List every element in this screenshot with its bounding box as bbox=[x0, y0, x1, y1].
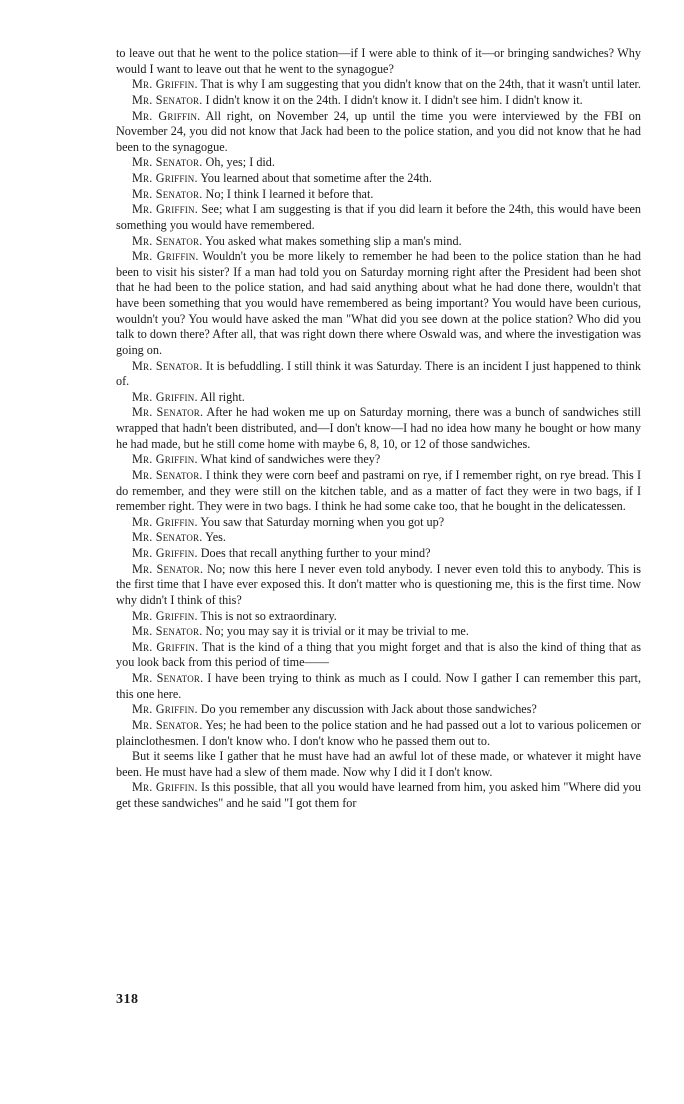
paragraph-text: Does that recall anything further to your mind? bbox=[200, 546, 431, 560]
paragraph-text: No; now this here I never even told anybody. I never even told this to anybody. This is the first time that I have ever exposed this. It don't matter who is questioning me, this is the first time. Now why didn't I think of this? bbox=[116, 561, 641, 607]
paragraph-text: I didn't know it on the 24th. I didn't know it. I didn't see him. I didn't know it. bbox=[205, 92, 583, 107]
paragraph-text: No; I think I learned it before that. bbox=[205, 186, 374, 201]
paragraph-text: Yes. bbox=[205, 530, 226, 545]
paragraph-text: No; you may say it is trivial or it may be trivial to me. bbox=[205, 624, 469, 639]
speaker-label: Mr. Senator. bbox=[132, 186, 203, 201]
speaker-label: Mr. Griffin. bbox=[132, 702, 198, 717]
paragraph-text: Oh, yes; I did. bbox=[205, 155, 275, 170]
paragraph-text: I have been trying to think as much as I could. Now I gather I can remember this part, this one here. bbox=[116, 671, 641, 701]
paragraph-text: All right. bbox=[200, 389, 245, 404]
paragraph bbox=[116, 780, 641, 811]
paragraph-text: It is befuddling. I still think it was Saturday. There is an incident I just happened to think of. bbox=[116, 358, 642, 389]
speaker-label: Mr. Senator. bbox=[132, 624, 203, 639]
speaker-label: Mr. Senator. bbox=[132, 155, 203, 170]
speaker-label: Mr. Senator. bbox=[132, 530, 203, 545]
paragraph bbox=[116, 609, 641, 625]
paragraph bbox=[116, 718, 641, 749]
paragraph bbox=[116, 546, 641, 562]
speaker-label: Mr. Griffin. bbox=[132, 608, 198, 623]
paragraph-text: All right, on November 24, up until the time you were interviewed by the FBI on November 24, you did not know that Jack had been to the police station, and you did not know that he had been to the synagogue. bbox=[116, 108, 641, 154]
paragraph bbox=[116, 155, 641, 171]
paragraph bbox=[116, 171, 641, 187]
speaker-label: Mr. Griffin. bbox=[132, 108, 201, 123]
paragraph-text: You saw that Saturday morning when you got up? bbox=[200, 514, 445, 529]
paragraph bbox=[116, 640, 641, 671]
speaker-label: Mr. Senator. bbox=[132, 671, 204, 685]
speaker-label: Mr. Griffin. bbox=[132, 780, 198, 795]
paragraph bbox=[116, 515, 641, 531]
paragraph bbox=[116, 187, 641, 203]
speaker-label: Mr. Senator. bbox=[132, 405, 204, 420]
speaker-label: Mr. Griffin. bbox=[132, 249, 199, 264]
paragraph-text: You learned about that sometime after the 24th. bbox=[200, 171, 432, 185]
speaker-label: Mr. Griffin. bbox=[132, 171, 198, 185]
paragraph bbox=[116, 77, 641, 93]
paragraph-text: to leave out that he went to the police station—if I were able to think of it—or bringing sandwiches? Why would I want to leave out that he went to the synagogue? bbox=[116, 46, 641, 76]
speaker-label: Mr. Griffin. bbox=[132, 546, 198, 560]
speaker-label: Mr. Senator. bbox=[132, 717, 203, 732]
paragraph bbox=[116, 468, 641, 515]
testimony-text bbox=[116, 46, 641, 812]
paragraph-text: I think they were corn beef and pastrami on rye, if I remember right, on rye bread. This I do remember, and they were still on the kitchen table, and as a matter of fact they were in two bags, if I remember right. They were in two bags. I think he had some cake too, that he bought in the delicatessen. bbox=[116, 467, 642, 514]
speaker-label: Mr. Griffin. bbox=[132, 202, 198, 217]
paragraph bbox=[116, 249, 641, 358]
speaker-label: Mr. Senator. bbox=[132, 467, 203, 482]
paragraph bbox=[116, 671, 641, 702]
paragraph-text: This is not so extraordinary. bbox=[200, 608, 337, 623]
paragraph-text: But it seems like I gather that he must have had an awful lot of these made, or whatever it might have been. He must have had a slew of them made. Now why I did it I don't know. bbox=[116, 749, 641, 779]
speaker-label: Mr. Senator. bbox=[132, 233, 203, 248]
paragraph bbox=[116, 93, 641, 109]
paragraph-text: See; what I am suggesting is that if you did learn it before the 24th, this would have been something you would have remembered. bbox=[116, 202, 641, 232]
paragraph-text: That is why I am suggesting that you didn't know that on the 24th, that it wasn't until later. bbox=[200, 77, 641, 92]
paragraph bbox=[116, 390, 641, 406]
speaker-label: Mr. Senator. bbox=[132, 561, 204, 576]
paragraph-text: Wouldn't you be more likely to remember he had been to the police station than he had been to visit his sister? If a man had told you on Saturday morning right after the President had been shot that he had been to the police station, and had said anything about what he had done there, wouldn't that have been something that you would have remembered as being important? You would have been curious, wouldn't you? You would have asked the man "What did you see down at the police station? Who did you talk to down there? After all, that was right down there where Oswald was, and where the investigation was going on. bbox=[116, 249, 641, 357]
speaker-label: Mr. Griffin. bbox=[132, 514, 198, 529]
paragraph bbox=[116, 234, 641, 250]
speaker-label: Mr. Griffin. bbox=[132, 639, 199, 654]
paragraph bbox=[116, 405, 641, 452]
paragraph bbox=[116, 46, 641, 77]
speaker-label: Mr. Griffin. bbox=[132, 452, 198, 467]
paragraph-text: That is the kind of a thing that you might forget and that is also the kind of thing that as you look back from this period of time—— bbox=[116, 639, 641, 670]
paragraph-text: What kind of sandwiches were they? bbox=[200, 452, 381, 467]
paragraph bbox=[116, 749, 641, 780]
paragraph-text: Is this possible, that all you would have learned from him, you asked him "Where did you get these sandwiches" and he said "I got them for bbox=[116, 780, 641, 810]
paragraph-text: Do you remember any discussion with Jack about those sandwiches? bbox=[200, 702, 537, 717]
paragraph bbox=[116, 530, 641, 546]
speaker-label: Mr. Griffin. bbox=[132, 389, 198, 404]
page-number: 318 bbox=[116, 992, 139, 1007]
paragraph bbox=[116, 624, 641, 640]
paragraph-text: Yes; he had been to the police station and he had passed out a lot to various policemen or plainclothesmen. I don't know who. I don't know who he passed them out to. bbox=[116, 717, 641, 748]
paragraph-text: After he had woken me up on Saturday morning, there was a bunch of sandwiches still wrapped that hadn't been distributed, and—I don't know—I had no idea how many he bought or how many he had made, but he still come home with maybe 6, 8, 10, or 12 of those sandwiches. bbox=[116, 405, 642, 451]
paragraph bbox=[116, 562, 641, 609]
paragraph bbox=[116, 202, 641, 233]
paragraph bbox=[116, 109, 641, 156]
paragraph-text: You asked what makes something slip a man's mind. bbox=[205, 233, 462, 248]
paragraph bbox=[116, 702, 641, 718]
speaker-label: Mr. Senator. bbox=[132, 92, 203, 107]
paragraph bbox=[116, 452, 641, 468]
paragraph bbox=[116, 359, 641, 390]
speaker-label: Mr. Senator. bbox=[132, 358, 203, 373]
speaker-label: Mr. Griffin. bbox=[132, 77, 198, 92]
